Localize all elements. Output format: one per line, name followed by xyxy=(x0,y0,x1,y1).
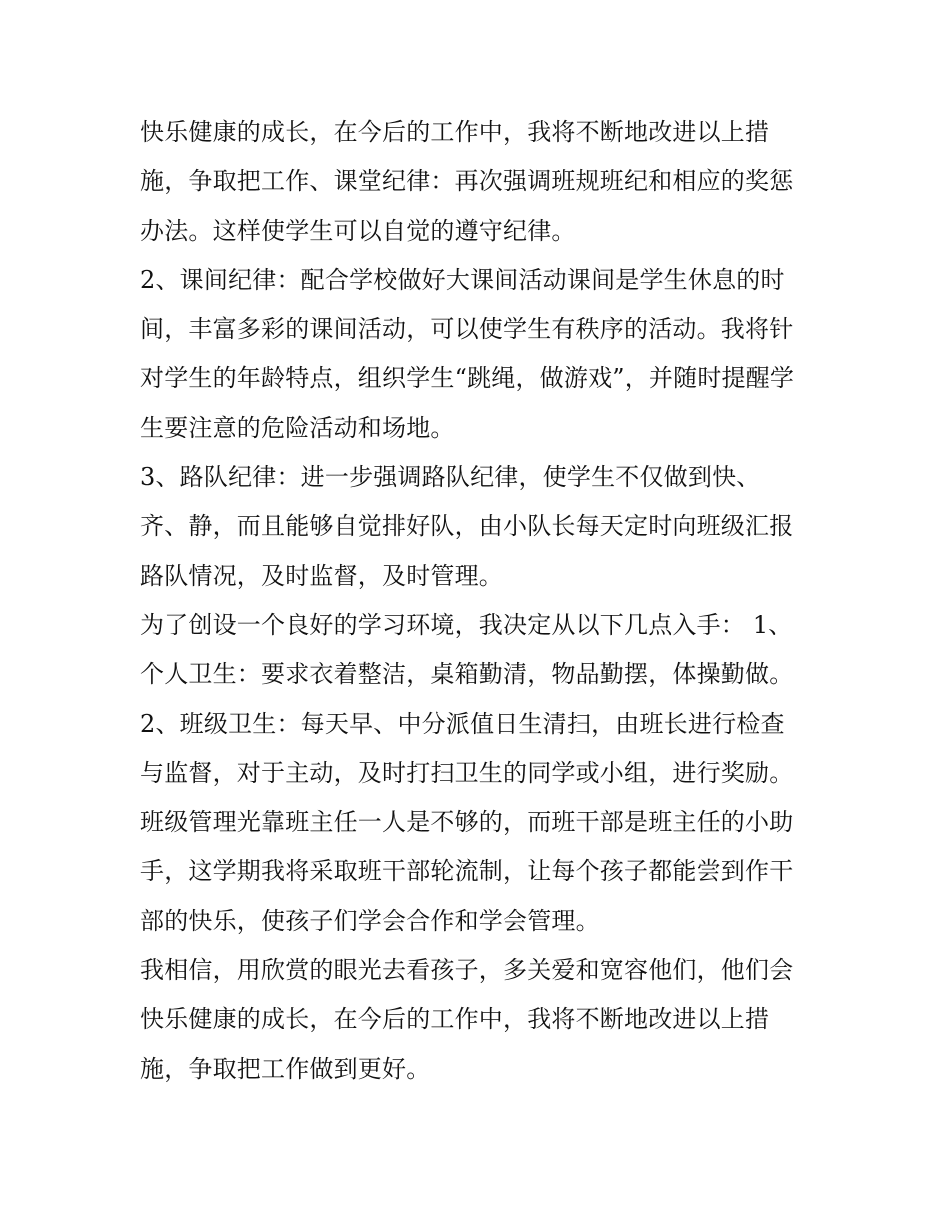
text-line: 我相信，用欣赏的眼光去看孩子，多关爱和宽容他们，他们会 xyxy=(140,956,794,985)
text-line: 对学生的年龄特点，组织学生“跳绳，做游戏”，并随时提醒学 xyxy=(140,364,795,393)
text-line: 路队情况，及时监督，及时管理。 xyxy=(140,561,503,590)
text-line: 间，丰富多彩的课间活动，可以使学生有秩序的活动。我将针 xyxy=(140,315,794,344)
text-line: 快乐健康的成长，在今后的工作中，我将不断地改进以上措 xyxy=(140,1005,770,1034)
text-line: 班级管理光靠班主任一人是不够的，而班干部是班主任的小助 xyxy=(140,808,794,837)
text-line: 施，争取把工作、课堂纪律：再次强调班规班纪和相应的奖惩 xyxy=(140,167,794,196)
text-line: 个人卫生：要求衣着整洁，桌箱勤清，物品勤摆，体操勤做。 xyxy=(140,660,794,689)
text-line: 与监督，对于主动，及时打扫卫生的同学或小组，进行奖励。 xyxy=(140,758,794,787)
text-line: 为了创设一个良好的学习环境，我决定从以下几点入手： 1、 xyxy=(140,610,793,639)
body-text xyxy=(140,108,820,1094)
text-line: 施，争取把工作做到更好。 xyxy=(140,1054,431,1083)
text-line: 3、路队纪律：进一步强调路队纪律，使学生不仅做到快、 xyxy=(140,463,761,492)
text-line: 快乐健康的成长，在今后的工作中，我将不断地改进以上措 xyxy=(140,118,770,146)
text-line: 2、课间纪律：配合学校做好大课间活动课间是学生休息的时 xyxy=(140,265,785,294)
text-line: 生要注意的危险活动和场地。 xyxy=(140,413,455,442)
text-line: 齐、静，而且能够自觉排好队，由小队长每天定时向班级汇报 xyxy=(140,512,794,541)
text-line: 部的快乐，使孩子们学会合作和学会管理。 xyxy=(140,906,600,935)
text-line: 办法。这样使学生可以自觉的遵守纪律。 xyxy=(140,216,576,245)
text-line: 手，这学期我将采取班干部轮流制，让每个孩子都能尝到作干 xyxy=(140,857,794,886)
text-line: 2、班级卫生：每天早、中分派值日生清扫，由班长进行检查 xyxy=(140,709,785,738)
